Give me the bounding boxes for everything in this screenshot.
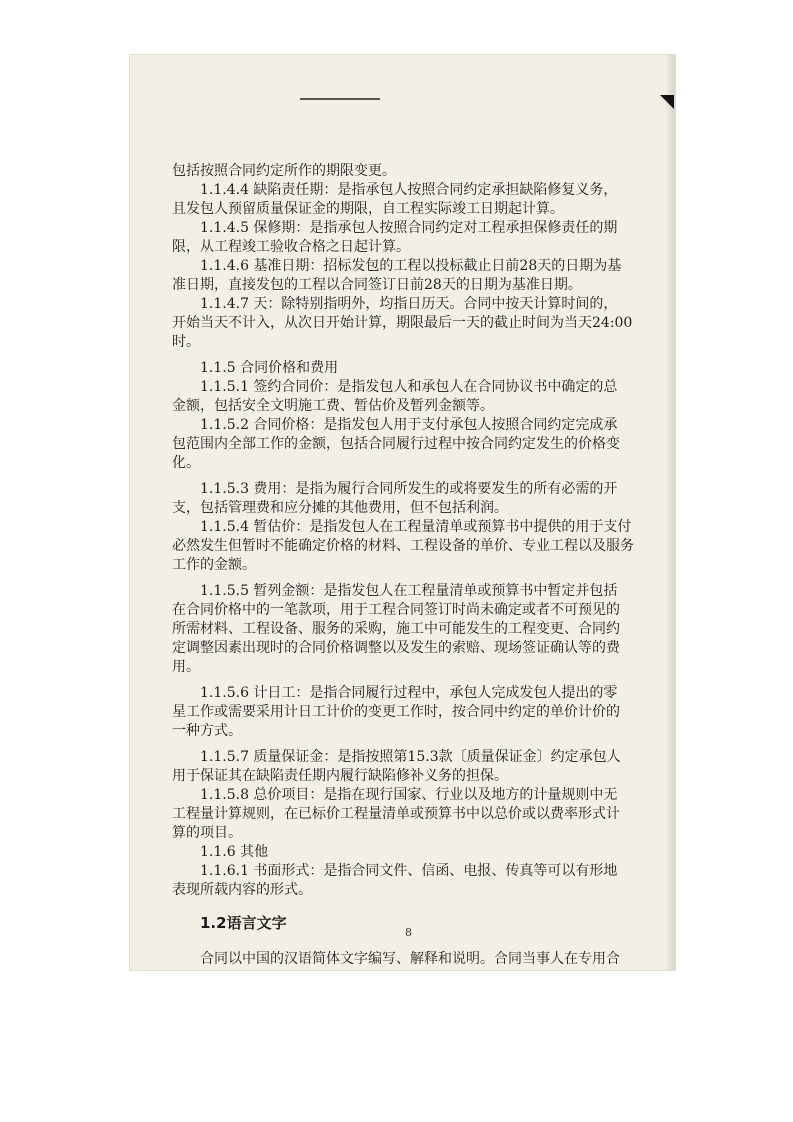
text-line: 星工作或需要采用计日工计价的变更工作时，按合同中约定的单价计价的 <box>172 704 620 720</box>
page-number: 8 <box>405 926 412 939</box>
text-line: 定调整因素出现时的合同价格调整以及发生的索赔、现场签证确认等的费 <box>172 640 620 656</box>
clause-1-1-5-5: 1.1.5.5 暂列金额：是指发包人在工程量清单或预算书中暂定并包括 <box>200 583 618 599</box>
text-line: 开始当天不计入，从次日开始计算，期限最后一天的截止时间为当天24:00 <box>172 315 633 331</box>
corner-mark-icon <box>660 95 674 109</box>
text-line: 在合同价格中的一笔款项，用于工程合同签订时尚未确定或者不可预见的 <box>172 602 620 618</box>
text-line: 化。 <box>172 455 200 471</box>
text-line: 所需材料、工程设备、服务的采购，施工中可能发生的工程变更、合同约 <box>172 621 620 637</box>
clause-1-1-5-6: 1.1.5.6 计日工：是指合同履行过程中，承包人完成发包人提出的零 <box>200 685 618 701</box>
header-rule <box>300 98 380 100</box>
clause-1-1-4-7: 1.1.4.7 天：除特别指明外，均指日历天。合同中按天计算时间的， <box>200 296 618 312</box>
text-line: 算的项目。 <box>172 825 242 841</box>
text-line: 包范围内全部工作的金额，包括合同履行过程中按合同约定发生的价格变 <box>172 436 620 452</box>
section-heading: 1.2语言文字 <box>200 914 287 932</box>
paragraph-line: 合同以中国的汉语简体文字编写、解释和说明。合同当事人在专用合 <box>200 951 620 967</box>
text-line: 限，从工程竣工验收合格之日起计算。 <box>172 239 410 255</box>
clause-1-1-6-1: 1.1.6.1 书面形式：是指合同文件、信函、电报、传真等可以有形地 <box>200 863 618 879</box>
text-line: 一种方式。 <box>172 723 242 739</box>
clause-1-1-5-1: 1.1.5.1 签约合同价：是指发包人和承包人在合同协议书中确定的总 <box>200 379 618 395</box>
text-line: 时。 <box>172 334 200 350</box>
document-body <box>172 162 657 969</box>
text-line: 金额，包括安全文明施工费、暂估价及暂列金额等。 <box>172 398 494 414</box>
text-line: 必然发生但暂时不能确定价格的材料、工程设备的单价、专业工程以及服务 <box>172 538 634 554</box>
clause-1-1-5-2: 1.1.5.2 合同价格：是指发包人用于支付承包人按照合同约定完成承 <box>200 417 618 433</box>
clause-1-1-5-3: 1.1.5.3 费用：是指为履行合同所发生的或将要发生的所有必需的开 <box>200 481 618 497</box>
page-shadow-edge <box>665 55 675 970</box>
clause-1-1-4-5: 1.1.4.5 保修期：是指承包人按照合同约定对工程承担保修责任的期 <box>200 220 618 236</box>
clause-1-1-4-4: 1.1.4.4 缺陷责任期：是指承包人按照合同约定承担缺陷修复义务， <box>200 182 618 198</box>
text-line: 支，包括管理费和应分摊的其他费用，但不包括利润。 <box>172 500 508 516</box>
text-line: 工作的金额。 <box>172 557 256 573</box>
text-line: 表现所载内容的形式。 <box>172 882 312 898</box>
clause-1-1-4-6: 1.1.4.6 基准日期：招标发包的工程以投标截止日前28天的日期为基 <box>200 258 622 274</box>
clause-1-1-5-8: 1.1.5.8 总价项目：是指在现行国家、行业以及地方的计量规则中无 <box>200 787 618 803</box>
text-line: 用。 <box>172 659 200 675</box>
clause-1-1-5-7: 1.1.5.7 质量保证金：是指按照第15.3款〔质量保证金〕约定承包人 <box>200 749 621 765</box>
section-1-1-6-title: 1.1.6 其他 <box>200 844 269 860</box>
text-line: 工程量计算规则，在已标价工程量清单或预算书中以总价或以费率形式计 <box>172 806 620 822</box>
section-1-1-5-title: 1.1.5 合同价格和费用 <box>200 360 339 376</box>
text-line: 且发包人预留质量保证金的期限，自工程实际竣工日期起计算。 <box>172 201 564 217</box>
text-line: 用于保证其在缺陷责任期内履行缺陷修补义务的担保。 <box>172 768 508 784</box>
clause-1-1-5-4: 1.1.5.4 暂估价：是指发包人在工程量清单或预算书中提供的用于支付 <box>200 519 632 535</box>
text-line: 准日期，直接发包的工程以合同签订日前28天的日期为基准日期。 <box>172 277 582 293</box>
text-line: 包括按照合同约定所作的期限变更。 <box>172 163 396 179</box>
